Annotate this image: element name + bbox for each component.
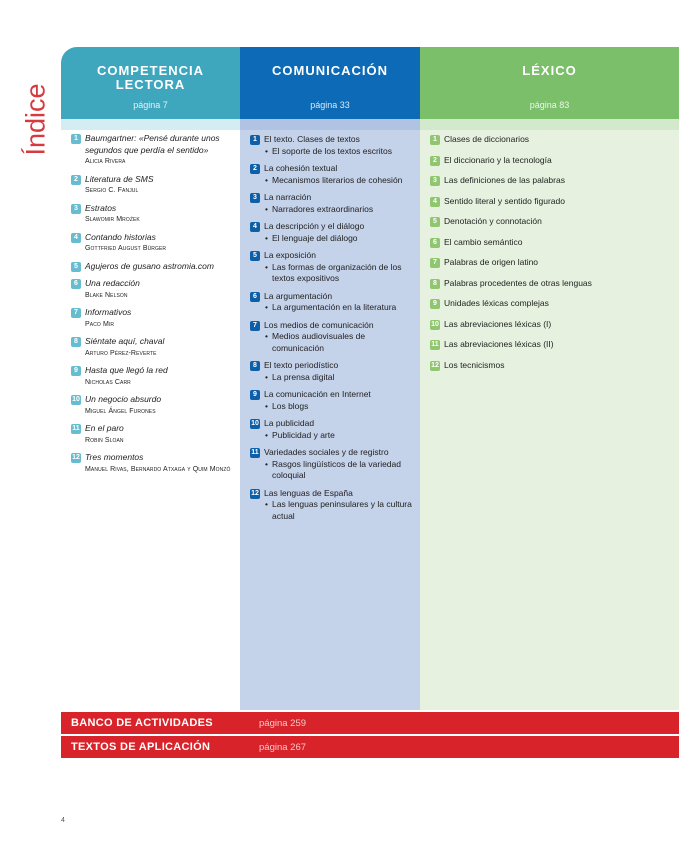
column-title: LÉXICO <box>522 63 577 78</box>
item-title: La argumentación <box>264 290 333 301</box>
item-title: Tres momentos <box>85 452 144 462</box>
item-number-badge: 12 <box>72 454 80 461</box>
item-number-badge: 8 <box>430 279 440 289</box>
item-author: Robin Sloan <box>85 436 124 444</box>
item-number-badge: 10 <box>72 396 80 403</box>
item-title: Una redacción <box>85 278 140 288</box>
item-title: Denotación y connotación <box>444 216 542 226</box>
item-number-badge: 3 <box>250 193 260 203</box>
column-page-ref: página 33 <box>310 100 350 110</box>
list-item <box>430 175 673 187</box>
item-number-badge: 7 <box>71 308 81 318</box>
item-number-badge: 4 <box>71 233 81 243</box>
item-author: Arturo Pérez-Reverte <box>85 349 157 357</box>
item-title: La narración <box>264 192 312 202</box>
list-item <box>71 307 234 330</box>
item-title: Los medios de comunicación <box>264 319 374 330</box>
item-author: Miguel Ángel Furones <box>85 407 156 415</box>
column-subheader-band <box>420 119 679 130</box>
item-title: Palabras de origen latino <box>444 257 539 267</box>
side-title <box>18 66 54 166</box>
item-number-badge: 5 <box>250 251 260 261</box>
item-title: Literatura de SMS <box>85 173 154 184</box>
item-author: Alicia Rivera <box>85 158 126 165</box>
list-item <box>430 237 673 249</box>
item-author: Manuel Rivas, Bernardo Atxaga y Quim Monzó <box>85 465 231 473</box>
item-author: Blake Nelson <box>85 291 128 299</box>
band-label: TEXTOS DE APLICACIÓN <box>71 741 211 753</box>
list-item <box>430 196 673 208</box>
item-subtopic: • Medios audiovisuales de comunicación <box>264 331 414 354</box>
column-title: COMUNICACIÓN <box>272 63 388 78</box>
item-number-badge: 2 <box>430 156 440 166</box>
band-page-ref: página 259 <box>259 718 307 729</box>
item-number-badge: 12 <box>251 489 259 497</box>
band-page-ref: página 267 <box>259 742 307 753</box>
list-item <box>430 360 673 372</box>
item-number-badge: 8 <box>71 337 81 347</box>
list-item <box>250 360 414 383</box>
item-title: Las abreviaciones léxicas (II) <box>444 339 554 349</box>
column-subheader-band <box>240 119 420 130</box>
list-item <box>71 452 234 475</box>
item-number-badge: 7 <box>250 321 260 331</box>
item-title: La descripción y el diálogo <box>264 221 365 231</box>
item-author: Sergio C. Fanjul <box>85 187 139 194</box>
item-title: Variedades sociales y de registro <box>264 447 389 457</box>
item-number-badge: 11 <box>431 341 439 348</box>
item-title: Las lenguas de España <box>264 487 353 498</box>
item-title: Siéntate aquí, chaval <box>85 336 165 346</box>
band-label: BANCO DE ACTIVIDADES <box>71 717 213 729</box>
lexico-list <box>430 134 673 380</box>
list-item <box>71 336 234 359</box>
column-header <box>420 47 679 119</box>
list-item <box>250 488 414 523</box>
item-title: La comunicación en Internet <box>264 389 371 399</box>
item-subtopic: • El lenguaje del diálogo <box>264 233 414 245</box>
item-title: Agujeros de gusano astromia.com <box>85 260 214 271</box>
column-subheader-band <box>61 119 240 130</box>
item-subtopic: • Publicidad y arte <box>264 430 414 442</box>
list-item <box>430 319 673 331</box>
item-title: Unidades léxicas complejas <box>444 298 549 308</box>
item-author: Nicholas Carr <box>85 378 131 386</box>
list-item <box>250 250 414 285</box>
item-number-badge: 2 <box>250 164 260 174</box>
column-comunicacion <box>240 47 420 710</box>
item-number-badge: 2 <box>71 175 81 185</box>
item-subtopic: • El soporte de los textos escritos <box>264 146 414 158</box>
list-item <box>250 447 414 482</box>
item-title: El diccionario y la tecnología <box>444 154 552 165</box>
item-number-badge: 4 <box>250 222 260 232</box>
list-item <box>250 192 414 215</box>
list-item <box>430 278 673 290</box>
list-item <box>71 423 234 446</box>
item-title: Estratos <box>85 202 117 213</box>
comunicacion-list <box>250 134 414 528</box>
list-item <box>71 365 234 388</box>
item-title: La cohesión textual <box>264 163 338 173</box>
item-number-badge: 5 <box>71 262 81 272</box>
list-item <box>71 232 234 255</box>
item-subtopic: • Narradores extraordinarios <box>264 204 414 216</box>
item-number-badge: 8 <box>250 361 260 371</box>
list-item <box>71 203 234 226</box>
item-title: Sentido literal y sentido figurado <box>444 195 565 206</box>
list-item <box>430 155 673 167</box>
item-title: Un negocio absurdo <box>85 394 162 404</box>
item-number-badge: 6 <box>250 292 260 302</box>
list-item <box>250 320 414 355</box>
item-number-badge: 11 <box>251 449 259 456</box>
item-title: La publicidad <box>264 418 315 428</box>
item-title: Clases de diccionarios <box>444 134 530 144</box>
item-title: La exposición <box>264 250 316 260</box>
column-title: COMPETENCIA LECTORA <box>96 63 205 92</box>
list-item <box>430 339 673 351</box>
item-number-badge: 10 <box>251 420 259 427</box>
list-item <box>71 133 234 168</box>
item-subtopic: • Rasgos lingüísticos de la variedad coloquial <box>264 459 414 482</box>
item-title: Informativos <box>85 307 132 317</box>
list-item <box>71 394 234 417</box>
item-title: Las abreviaciones léxicas (I) <box>444 318 552 329</box>
item-number-badge: 3 <box>430 176 440 186</box>
item-subtopic: • Mecanismos literarios de cohesión <box>264 175 414 187</box>
column-lexico <box>420 47 679 710</box>
item-number-badge: 1 <box>430 135 440 145</box>
list-item <box>430 134 673 146</box>
item-author: Paco Mir <box>85 320 115 328</box>
column-competencia-lectora <box>61 47 240 710</box>
item-number-badge: 9 <box>430 299 440 309</box>
item-number-badge: 7 <box>430 258 440 268</box>
list-item <box>250 418 414 441</box>
item-title: Hasta que llegó la red <box>85 365 168 375</box>
item-number-badge: 10 <box>431 320 439 328</box>
item-number-badge: 6 <box>71 279 81 289</box>
banco-actividades-band <box>61 712 679 734</box>
item-subtopic: • Las lenguas peninsulares y la cultura actual <box>264 499 414 522</box>
item-number-badge: 4 <box>430 197 440 207</box>
item-author: Gottfried August Bürger <box>85 245 167 252</box>
item-subtopic: • Las formas de organización de los textos expositivos <box>264 262 414 285</box>
item-subtopic: • Los blogs <box>264 401 414 413</box>
item-number-badge: 6 <box>430 238 440 248</box>
item-number-badge: 1 <box>71 134 81 144</box>
list-item <box>250 221 414 244</box>
column-page-ref: página 7 <box>133 100 168 110</box>
item-number-badge: 9 <box>71 366 81 376</box>
list-item <box>250 134 414 157</box>
item-title: Contando historias <box>85 231 156 242</box>
list-item <box>430 257 673 269</box>
item-title: En el paro <box>85 423 124 433</box>
list-item <box>250 389 414 412</box>
item-number-badge: 11 <box>72 425 80 432</box>
column-page-ref: página 83 <box>529 100 570 110</box>
list-item <box>71 174 234 197</box>
item-title: Baumgartner: «Pensé durante unos segundos que perdía el sentido» <box>85 133 220 155</box>
list-item <box>430 216 673 228</box>
page-number: 4 <box>61 817 65 824</box>
list-item <box>71 278 234 301</box>
item-title: El texto periodístico <box>264 360 339 370</box>
item-subtopic: • La prensa digital <box>264 372 414 384</box>
item-subtopic: • La argumentación en la literatura <box>264 302 414 314</box>
lectora-list <box>71 133 234 481</box>
item-number-badge: 3 <box>71 204 81 214</box>
item-title: Las definiciones de las palabras <box>444 175 565 185</box>
item-title: El texto. Clases de textos <box>264 134 360 144</box>
column-header <box>240 47 420 119</box>
list-item <box>71 261 234 273</box>
item-number-badge: 5 <box>430 217 440 227</box>
column-header <box>61 47 240 119</box>
list-item <box>250 291 414 314</box>
list-item <box>250 163 414 186</box>
textos-aplicacion-band <box>61 736 679 758</box>
side-title-text: Índice <box>20 83 51 156</box>
item-number-badge: 9 <box>250 390 260 400</box>
item-title: Palabras procedentes de otras lenguas <box>444 277 592 288</box>
item-title: Los tecnicismos <box>444 359 505 370</box>
item-number-badge: 1 <box>250 135 260 145</box>
item-title: El cambio semántico <box>444 236 523 247</box>
item-number-badge: 12 <box>431 361 439 369</box>
list-item <box>430 298 673 310</box>
item-author: Slawomir Mrożek <box>85 216 140 223</box>
